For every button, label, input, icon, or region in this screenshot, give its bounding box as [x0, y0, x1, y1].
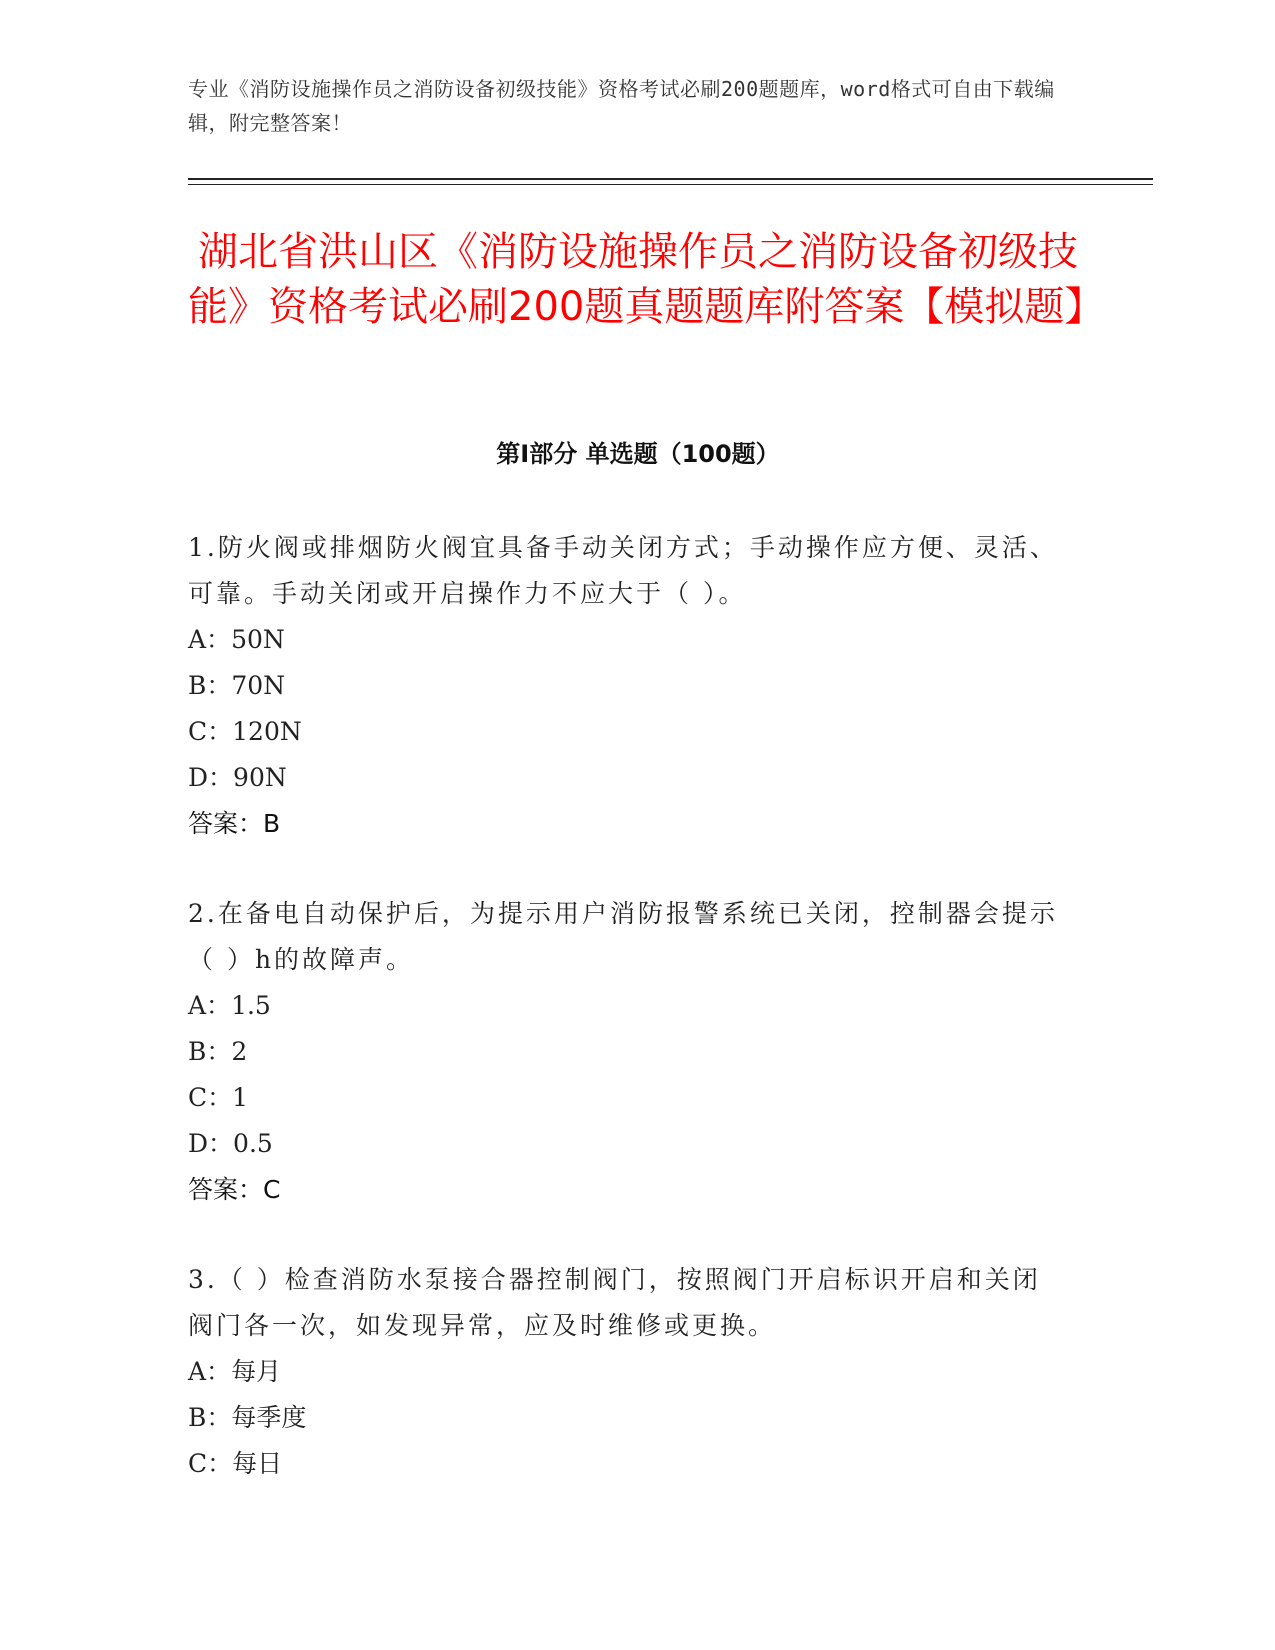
question-stem: 1.防火阀或排烟防火阀宜具备手动关闭方式；手动操作应方便、灵活、可靠。手动关闭或开启操作力不应大于（ ）。 [188, 533, 1058, 608]
option-c [188, 709, 1068, 755]
option-key: A： [188, 1357, 232, 1386]
option-key: B： [188, 1037, 232, 1066]
option-key: D： [188, 763, 234, 792]
option-text: 50N [231, 625, 285, 654]
option-text: 2 [231, 1037, 248, 1066]
option-a [188, 983, 1068, 1029]
option-c [188, 1075, 1068, 1121]
option-key: C： [188, 717, 233, 746]
option-key: A： [188, 991, 232, 1020]
question-stem: 2.在备电自动保护后，为提示用户消防报警系统已关闭，控制器会提示（ ）h的故障声。 [188, 899, 1058, 974]
option-key: C： [188, 1083, 233, 1112]
option-a [188, 1349, 1068, 1395]
option-text: 70N [231, 671, 286, 700]
answer: 答案：B [188, 809, 281, 838]
option-d [188, 1121, 1068, 1167]
option-text: 90N [233, 763, 287, 792]
option-text: 0.5 [233, 1129, 273, 1158]
option-key: B： [188, 1403, 232, 1432]
option-key: D： [188, 1129, 234, 1158]
option-text: 1 [232, 1083, 249, 1112]
question-stem: 3.（ ）检查消防水泵接合器控制阀门，按照阀门开启标识开启和关闭阀门各一次，如发现异常，应及时维修或更换。 [188, 1265, 1041, 1340]
header-note: 专业《消防设施操作员之消防设备初级技能》资格考试必刷200题题库，word格式可自由下载编辑，附完整答案！ [188, 77, 1055, 135]
option-key: C： [188, 1449, 233, 1478]
option-text: 每日 [232, 1449, 283, 1478]
option-key: A： [188, 625, 232, 654]
section-title: 第Ⅰ部分 单选题（100题） [496, 440, 780, 468]
answer: 答案：C [188, 1175, 281, 1204]
question-3 [188, 1257, 1068, 1487]
header-rule-thin [188, 184, 1153, 185]
option-key: B： [188, 671, 232, 700]
header-rule-thick [188, 178, 1153, 180]
option-c [188, 1441, 1068, 1487]
option-text: 每季度 [231, 1403, 307, 1432]
option-text: 1.5 [231, 991, 271, 1020]
option-text: 120N [232, 717, 302, 746]
option-text: 每月 [231, 1357, 282, 1386]
option-d [188, 755, 1068, 801]
option-b [188, 663, 1068, 709]
document-title: 湖北省洪山区《消防设施操作员之消防设备初级技能》资格考试必刷200题真题题库附答案【模拟题】 [188, 229, 1105, 330]
question-2 [188, 891, 1068, 1213]
option-b [188, 1029, 1068, 1075]
option-a [188, 617, 1068, 663]
question-1 [188, 525, 1068, 847]
option-b [188, 1395, 1068, 1441]
